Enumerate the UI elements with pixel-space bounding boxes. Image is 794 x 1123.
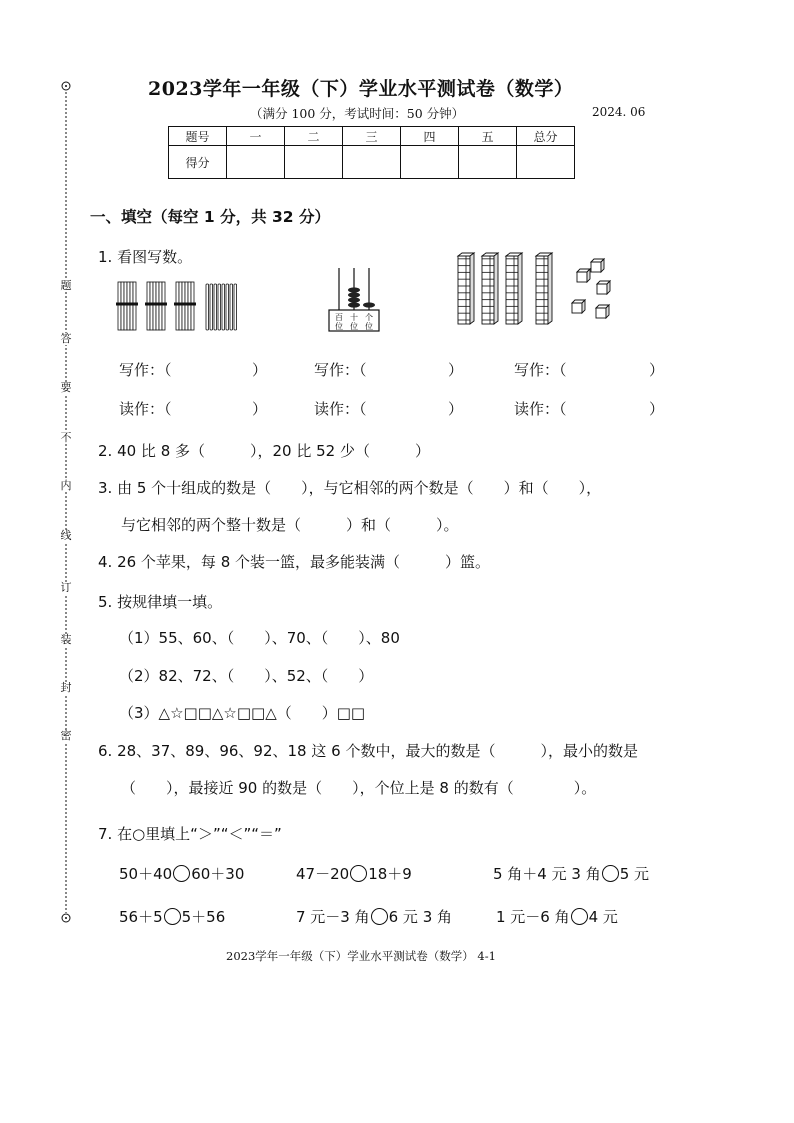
question-7: 7. 在○里填上“＞”“＜”“＝” bbox=[98, 825, 282, 843]
compare-item bbox=[493, 863, 649, 884]
question-3-line2: 与它相邻的两个整十数是（ ）和（ ）。 bbox=[121, 516, 459, 534]
read-blank-2-end[interactable]: ） bbox=[448, 400, 464, 418]
margin-char-7: 不 bbox=[60, 431, 72, 444]
read-label-1: 读作：（ bbox=[119, 400, 172, 418]
abacus-label: 十 bbox=[350, 313, 358, 322]
read-label-2: 读作：（ bbox=[314, 400, 367, 418]
question-5-item-3: （3）△☆□□△☆□□△（ ）□□ bbox=[119, 704, 366, 722]
margin-char-6: 内 bbox=[60, 479, 72, 492]
score-cell[interactable] bbox=[285, 146, 343, 179]
abacus-label: 位 bbox=[350, 322, 358, 331]
margin-char-4: 订 bbox=[60, 581, 72, 594]
page-title: 2023学年一年级（下）学业水平测试卷（数学） bbox=[148, 78, 574, 100]
compare-right: 5 元 bbox=[619, 865, 650, 883]
question-3-line1: 3. 由 5 个十组成的数是（ ），与它相邻的两个数是（ ）和（ ）， bbox=[98, 479, 602, 497]
question-5-item-2: （2）82、72、（ ）、52、（ ） bbox=[119, 667, 374, 685]
compare-right: 18＋9 bbox=[368, 865, 412, 883]
abacus-picture bbox=[322, 264, 386, 334]
compare-item bbox=[119, 863, 244, 884]
compare-right: 6 元 3 角 bbox=[388, 908, 453, 926]
score-table bbox=[168, 126, 575, 179]
exam-subtitle: （满分 100 分，考试时间：50 分钟） bbox=[250, 106, 465, 121]
margin-char-1: 密 bbox=[60, 729, 72, 742]
margin-char-9: 答 bbox=[60, 332, 72, 345]
abacus-label: 位 bbox=[335, 322, 343, 331]
question-6-line2: （ ），最接近 90 的数是（ ），个位上是 8 的数有（ ）。 bbox=[121, 779, 597, 797]
write-blank-2-end[interactable]: ） bbox=[448, 361, 464, 379]
score-cell[interactable] bbox=[517, 146, 575, 179]
margin-char-2: 封 bbox=[60, 681, 72, 694]
stick-bundles-picture bbox=[116, 278, 240, 336]
write-label-1: 写作：（ bbox=[119, 361, 172, 379]
margin-char-10: 题 bbox=[60, 279, 72, 292]
compare-left: 47－20 bbox=[296, 865, 350, 883]
write-label-2: 写作：（ bbox=[314, 361, 367, 379]
score-cell[interactable] bbox=[227, 146, 285, 179]
margin-char-3: 装 bbox=[60, 633, 72, 646]
question-2: 2. 40 比 8 多（ ），20 比 52 少（ ） bbox=[98, 442, 430, 460]
exam-date: 2024. 06 bbox=[592, 105, 646, 119]
compare-item bbox=[296, 906, 452, 927]
score-header: 题号 bbox=[169, 127, 227, 146]
write-label-3: 写作：（ bbox=[514, 361, 567, 379]
compare-circle[interactable] bbox=[164, 908, 181, 925]
score-header: 二 bbox=[285, 127, 343, 146]
compare-right: 4 元 bbox=[588, 908, 618, 926]
binding-line bbox=[58, 80, 74, 925]
score-cell[interactable] bbox=[401, 146, 459, 179]
score-header: 总分 bbox=[517, 127, 575, 146]
compare-item bbox=[296, 863, 412, 884]
page-footer: 2023学年一年级（下）学业水平测试卷（数学） 4-1 bbox=[226, 949, 496, 963]
compare-right: 5＋56 bbox=[181, 908, 226, 926]
write-blank-1-end[interactable]: ） bbox=[252, 361, 268, 379]
compare-left: 56＋5 bbox=[119, 908, 163, 926]
question-1: 1. 看图写数。 bbox=[98, 248, 193, 266]
compare-left: 50＋40 bbox=[119, 865, 173, 883]
score-header: 三 bbox=[343, 127, 401, 146]
question-5: 5. 按规律填一填。 bbox=[98, 593, 223, 611]
score-cell[interactable] bbox=[343, 146, 401, 179]
score-header: 五 bbox=[459, 127, 517, 146]
abacus-label: 位 bbox=[365, 322, 373, 331]
write-blank-3-end[interactable]: ） bbox=[649, 361, 665, 379]
abacus-label: 百 bbox=[335, 313, 343, 322]
score-cell[interactable] bbox=[459, 146, 517, 179]
compare-left: 5 角＋4 元 3 角 bbox=[493, 865, 601, 883]
question-6-line1: 6. 28、37、89、96、92、18 这 6 个数中，最大的数是（ ），最小的数是 bbox=[98, 742, 638, 760]
question-4: 4. 26 个苹果，每 8 个装一篮，最多能装满（ ）篮。 bbox=[98, 553, 491, 571]
compare-item bbox=[496, 906, 618, 927]
section-heading: 一、填空（每空 1 分，共 32 分） bbox=[90, 208, 330, 226]
margin-char-8: 要 bbox=[60, 381, 72, 394]
base-ten-blocks-picture bbox=[454, 252, 618, 326]
compare-left: 7 元－3 角 bbox=[296, 908, 370, 926]
compare-left: 1 元－6 角 bbox=[496, 908, 570, 926]
margin-char-5: 线 bbox=[60, 529, 72, 542]
abacus-label: 个 bbox=[365, 313, 373, 322]
compare-circle[interactable] bbox=[602, 865, 619, 882]
read-blank-3-end[interactable]: ） bbox=[649, 400, 665, 418]
score-header: 四 bbox=[401, 127, 459, 146]
compare-right: 60＋30 bbox=[191, 865, 245, 883]
score-row-label: 得分 bbox=[169, 146, 227, 179]
compare-circle[interactable] bbox=[350, 865, 367, 882]
read-label-3: 读作：（ bbox=[514, 400, 567, 418]
compare-circle[interactable] bbox=[371, 908, 388, 925]
compare-circle[interactable] bbox=[173, 865, 190, 882]
score-header: 一 bbox=[227, 127, 285, 146]
read-blank-1-end[interactable]: ） bbox=[252, 400, 268, 418]
question-5-item-1: （1）55、60、（ ）、70、（ ）、80 bbox=[119, 629, 400, 647]
compare-item bbox=[119, 906, 225, 927]
compare-circle[interactable] bbox=[571, 908, 588, 925]
